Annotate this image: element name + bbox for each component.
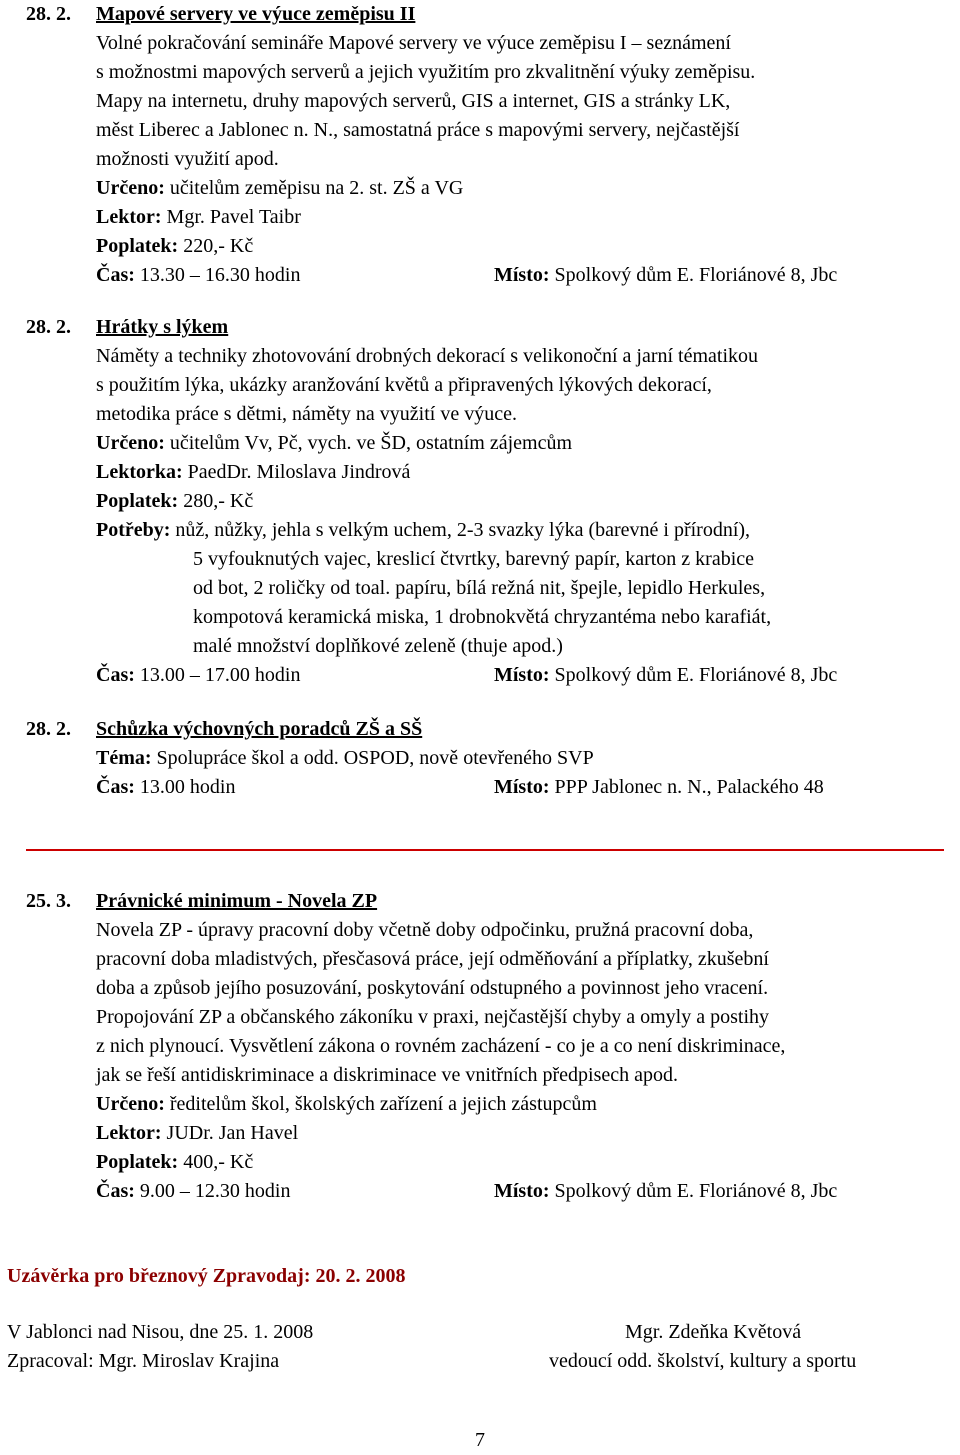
fee-label: Poplatek: — [96, 1151, 179, 1173]
lecturer-value: PaedDr. Miloslava Jindrová — [187, 461, 411, 483]
event-place — [494, 773, 824, 802]
event-description: pracovní doba mladistvých, přesčasová práce, její odměňování a příplatky, zkušební — [96, 948, 769, 970]
lecturer-label: Lektorka: — [96, 461, 183, 483]
event-date: 28. 2. — [26, 316, 71, 338]
event-fee — [96, 1148, 253, 1177]
event-fee — [96, 232, 253, 261]
event-description: možnosti využití apod. — [96, 148, 279, 170]
topic-label: Téma: — [96, 747, 152, 769]
event-audience — [96, 174, 463, 203]
event-time — [96, 1177, 290, 1206]
event-lecturer — [96, 1119, 298, 1148]
event-description: s použitím lýka, ukázky aranžování květů a připravených lýkových dekorací, — [96, 374, 712, 396]
place-label: Místo: — [494, 664, 550, 686]
time-value: 13.00 – 17.00 hodin — [139, 664, 301, 686]
audience-label: Určeno: — [96, 1093, 165, 1115]
event-date: 25. 3. — [26, 890, 71, 912]
event-audience — [96, 429, 572, 458]
place-value: Spolkový dům E. Floriánové 8, Jbc — [554, 264, 838, 286]
supplies-value: nůž, nůžky, jehla s velkým uchem, 2-3 svazky lýka (barevné i přírodní), — [175, 519, 751, 541]
supplies-label: Potřeby: — [96, 519, 171, 541]
event-place — [494, 1177, 837, 1206]
event-place — [494, 661, 837, 690]
event-description: metodika práce s dětmi, náměty na využití ve výuce. — [96, 403, 517, 425]
lecturer-label: Lektor: — [96, 206, 162, 228]
place-label: Místo: — [494, 776, 550, 798]
audience-value: učitelům Vv, Pč, vych. ve ŠD, ostatním zájemcům — [169, 432, 573, 454]
event-date: 28. 2. — [26, 718, 71, 740]
event-description: doba a způsob jejího posuzování, poskytování odstupného a povinnost jeho vracení. — [96, 977, 769, 999]
topic-value: Spolupráce škol a odd. OSPOD, nově otevřeného SVP — [156, 747, 594, 769]
fee-value: 280,- Kč — [183, 490, 254, 512]
fee-label: Poplatek: — [96, 235, 179, 257]
event-title: Schůzka výchovných poradců ZŠ a SŠ — [96, 718, 423, 740]
footer-place-date: V Jablonci nad Nisou, dne 25. 1. 2008 — [7, 1321, 314, 1343]
event-description: s možnostmi mapových serverů a jejich využitím pro zkvalitnění výuky zeměpisu. — [96, 61, 756, 83]
event-map-servers — [0, 0, 960, 290]
section-divider — [26, 849, 944, 851]
event-bast-crafts — [0, 313, 960, 690]
lecturer-value: Mgr. Pavel Taibr — [166, 206, 301, 228]
fee-value: 220,- Kč — [183, 235, 254, 257]
time-value: 9.00 – 12.30 hodin — [139, 1180, 291, 1202]
audience-value: učitelům zeměpisu na 2. st. ZŠ a VG — [169, 177, 464, 199]
time-value: 13.00 hodin — [139, 776, 236, 798]
place-value: Spolkový dům E. Floriánové 8, Jbc — [554, 664, 838, 686]
event-description: Propojování ZP a občanského zákoníku v praxi, nejčastější chyby a omyly a postihy — [96, 1006, 770, 1028]
lecturer-value: JUDr. Jan Havel — [166, 1122, 299, 1144]
event-description: měst Liberec a Jablonec n. N., samostatná práce s mapovými servery, nejčastější — [96, 119, 740, 141]
event-time — [96, 773, 235, 802]
submission-deadline: Uzávěrka pro březnový Zpravodaj: 20. 2. 2008 — [7, 1265, 406, 1287]
event-audience — [96, 1090, 597, 1119]
event-topic — [96, 744, 594, 773]
place-value: Spolkový dům E. Floriánové 8, Jbc — [554, 1180, 838, 1202]
time-label: Čas: — [96, 264, 135, 286]
audience-value: ředitelům škol, školských zařízení a jejich zástupcům — [169, 1093, 597, 1115]
event-fee — [96, 487, 253, 516]
event-description: Novela ZP - úpravy pracovní doby včetně doby odpočinku, pružná pracovní doba, — [96, 919, 754, 941]
event-title: Právnické minimum - Novela ZP — [96, 890, 378, 912]
audience-label: Určeno: — [96, 177, 165, 199]
event-description: Náměty a techniky zhotovování drobných dekorací s velikonoční a jarní tématikou — [96, 345, 759, 367]
fee-value: 400,- Kč — [183, 1151, 254, 1173]
time-label: Čas: — [96, 1180, 135, 1202]
place-label: Místo: — [494, 1180, 550, 1202]
event-title: Mapové servery ve výuce zeměpisu II — [96, 3, 416, 25]
supplies-value: malé množství doplňkové zeleně (thuje apod.) — [193, 635, 563, 657]
fee-label: Poplatek: — [96, 490, 179, 512]
supplies-value: od bot, 2 roličky od toal. papíru, bílá režná nit, špejle, lepidlo Herkules, — [193, 577, 766, 599]
supplies-value: kompotová keramická miska, 1 drobnokvětá chryzantéma nebo karafiát, — [193, 606, 772, 628]
event-date: 28. 2. — [26, 3, 71, 25]
place-value: PPP Jablonec n. N., Palackého 48 — [554, 776, 824, 798]
event-counselors-meeting — [0, 715, 960, 802]
event-lecturer — [96, 458, 410, 487]
event-supplies — [96, 516, 750, 545]
event-description: Mapy na internetu, druhy mapových serverů, GIS a internet, GIS a stránky LK, — [96, 90, 731, 112]
event-time — [96, 661, 300, 690]
event-lecturer — [96, 203, 301, 232]
footer-signer-name: Mgr. Zdeňka Květová — [625, 1321, 802, 1343]
audience-label: Určeno: — [96, 432, 165, 454]
lecturer-label: Lektor: — [96, 1122, 162, 1144]
event-description: Volné pokračování semináře Mapové servery ve výuce zeměpisu I – seznámení — [96, 32, 731, 54]
footer-prepared-by: Zpracoval: Mgr. Miroslav Krajina — [7, 1350, 280, 1372]
event-labor-law — [0, 887, 960, 1206]
time-value: 13.30 – 16.30 hodin — [139, 264, 301, 286]
event-description: z nich plynoucí. Vysvětlení zákona o rovném zacházení - co je a co není diskriminace, — [96, 1035, 786, 1057]
footer-signer-role: vedoucí odd. školství, kultury a sportu — [549, 1350, 857, 1372]
place-label: Místo: — [494, 264, 550, 286]
event-description: jak se řeší antidiskriminace a diskriminace ve vnitřních předpisech apod. — [96, 1064, 679, 1086]
time-label: Čas: — [96, 776, 135, 798]
event-place — [494, 261, 837, 290]
time-label: Čas: — [96, 664, 135, 686]
supplies-value: 5 vyfouknutých vajec, kreslicí čtvrtky, barevný papír, karton z krabice — [193, 548, 755, 570]
event-time — [96, 261, 300, 290]
event-title: Hrátky s lýkem — [96, 316, 229, 338]
page-number: 7 — [475, 1429, 485, 1451]
